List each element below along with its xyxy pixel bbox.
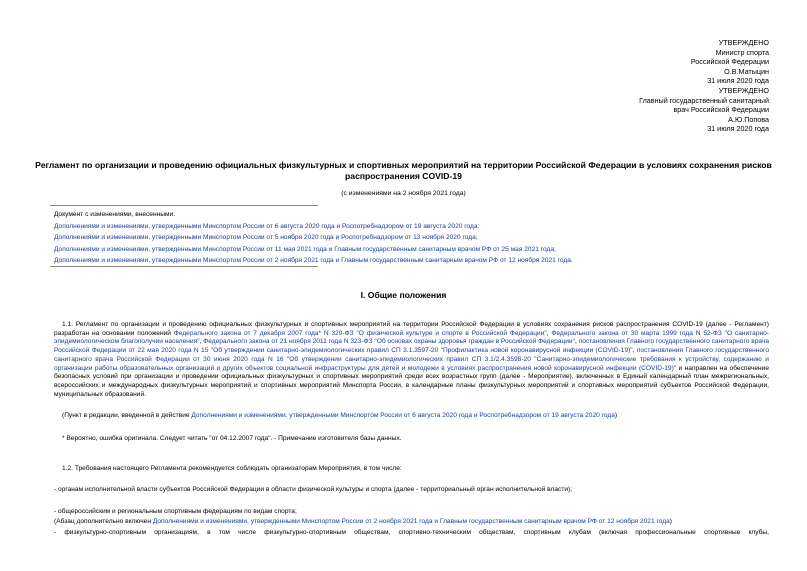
changes-heading: Документ с изменениями, внесенными:: [54, 211, 176, 218]
law-link[interactable]: Федерального закона от 21 ноября 2011 года N 323-ФЗ "Об основах охраны здоровья граждан в Российской Федерации": [203, 338, 575, 346]
law-link[interactable]: Федерального закона от 7 декабря 2007 года* N 329-ФЗ "О физической культуре и спорте в Российской Федерации": [173, 329, 547, 337]
divider: [50, 266, 318, 267]
approval-block: [529, 38, 769, 134]
change-link[interactable]: Дополнениями и изменениями, утвержденными Минспортом России от 6 августа 2020 года и Роспотребнадзором от 19 августа 2020 года;: [54, 222, 480, 230]
changes-list: [54, 209, 774, 267]
list-item: - органам исполнительной власти субъектов Российской Федерации в области физической культуры и спорта (далее - территориальный орган исполнительной власти);: [54, 486, 573, 493]
approval-line: УТВЕРЖДЕНО: [718, 85, 769, 95]
divider: [50, 205, 318, 206]
edit-note-text: ): [669, 518, 672, 525]
paragraph-text: и направлен на обеспечение безопасных условий при организации и проведении официальных физкультурных и спортивных мероприятий среди всех возрастных групп (далее - Мероприятие), включенных в Единый календарный план межрегиональных, всероссийских и международных физкультурных мероприятий и спортивных мероприятий Минспорта России, в календарные планы физкультурных мероприятий и спортивных мероприятий субъектов Российской Федерации, муниципальных образований.: [54, 364, 769, 398]
paragraph-text: 1.1. Регламент по организации и проведению официальных физкультурных и спортивных мероприятий на территории Российской Федерации в условиях сохранения рисков распространения COVID-19 (далее - Регламент) разработан на основании положений: [54, 321, 769, 337]
approval-line: 31 июля 2020 года: [707, 76, 769, 86]
approval-line: О.В.Матыцин: [724, 66, 769, 76]
paragraph-1-1: [54, 321, 769, 399]
footnote: * Вероятно, ошибка оригинала. Следует читать "от 04.12.2007 года". - Примечание изготовителя базы данных.: [62, 435, 402, 442]
approval-line: Российской Федерации: [690, 57, 769, 67]
paragraph-1-2: 1.2. Требования настоящего Регламента рекомендуется соблюдать организаторам Мероприятия, в том числе:: [62, 465, 402, 472]
change-link[interactable]: Дополнениями и изменениями, утвержденными Минспортом России от 2 ноября 2021 года и Главным государственным санитарным врачом РФ от 12 ноября 2021 года.: [54, 257, 573, 265]
resolution-link[interactable]: постановления Главного государственного санитарного врача Российской Федерации от 30 июня 2020 года N 16 "Об утверждении санитарно-эпидемиологических правил СП 3.1/2.4.3598-20 "Санитарно-эпидемиологические требования к устройству, содержанию и организации работы образовательных организаций и других объектов социальной инфраструктуры для детей и молодежи в условиях распространения новой коронавирусной инфекции (COVID-19)": [54, 347, 769, 372]
list-item: - общероссийским и региональным спортивным федерациям по видам спорта;: [54, 508, 297, 515]
law-link[interactable]: Федерального закона от 30 марта 1999 года N 52-ФЗ "О санитарно-эпидемиологическом благополучии населения": [54, 329, 770, 346]
approval-line: Главный государственный санитарный: [639, 95, 769, 105]
edit-note: [62, 412, 777, 421]
edit-note: [54, 518, 672, 525]
document-title: Регламент по организации и проведению официальных физкультурных и спортивных мероприятий на территории Российской Федерации в условиях сохранения рисков распространения COVID-19: [35, 160, 772, 181]
approval-line: УТВЕРЖДЕНО: [718, 38, 769, 47]
paragraph-text: ,: [574, 338, 579, 346]
paragraph-text: ,: [632, 347, 637, 355]
approval-line: врач Российской Федерации: [673, 105, 769, 115]
section-heading: I. Общие положения: [360, 290, 447, 300]
edit-note-link[interactable]: Дополнениями и изменениями, утвержденными Минспортом России от 2 ноября 2021 года и Главным государственным санитарным врачом РФ от 12 ноября 2021 года: [152, 518, 670, 525]
change-link[interactable]: Дополнениями и изменениями, утвержденными Минспортом России от 5 ноября 2020 года и Роспотребнадзором от 13 ноября 2020 года;: [54, 234, 478, 242]
paragraph-text: ,: [199, 338, 204, 346]
list-item: - физкультурно-спортивным организациям, в том числе физкультурно-спортивным обществам, спортивно-техническим обществам, спортивным клубам (включая профессиональные спортивные клубы,: [54, 529, 769, 536]
change-link[interactable]: Дополнениями и изменениями, утвержденными Минспортом России от 11 мая 2021 года и Главным государственным санитарным врачом РФ от 25 мая 2021 года;: [54, 245, 556, 253]
resolution-link[interactable]: постановления Главного государственного санитарного врача Российской Федерации от 22 мая 2020 года N 15 "Об утверждении санитарно-эпидемиологических правил СП 3.1.3597-20 "Профилактика новой коронавирусной инфекции (COVID-19)": [54, 338, 769, 355]
edit-note-text: (Абзац дополнительно включен: [54, 518, 153, 525]
approval-line: А.Ю.Попова: [728, 114, 769, 124]
document-revision-date: (с изменениями на 2 ноября 2021 года): [341, 190, 466, 197]
paragraph-text: ,: [546, 329, 552, 337]
approval-line: 31 июля 2020 года: [707, 124, 769, 134]
edit-note-text: ): [614, 412, 618, 419]
edit-note-link[interactable]: Дополнениями и изменениями, утвержденными Минспортом России от 6 августа 2020 года и Роспотребнадзором от 19 августа 2020 года: [191, 412, 615, 419]
edit-note-text: (Пункт в редакции, введенной в действие: [62, 412, 192, 419]
approval-line: Министр спорта: [715, 47, 769, 57]
